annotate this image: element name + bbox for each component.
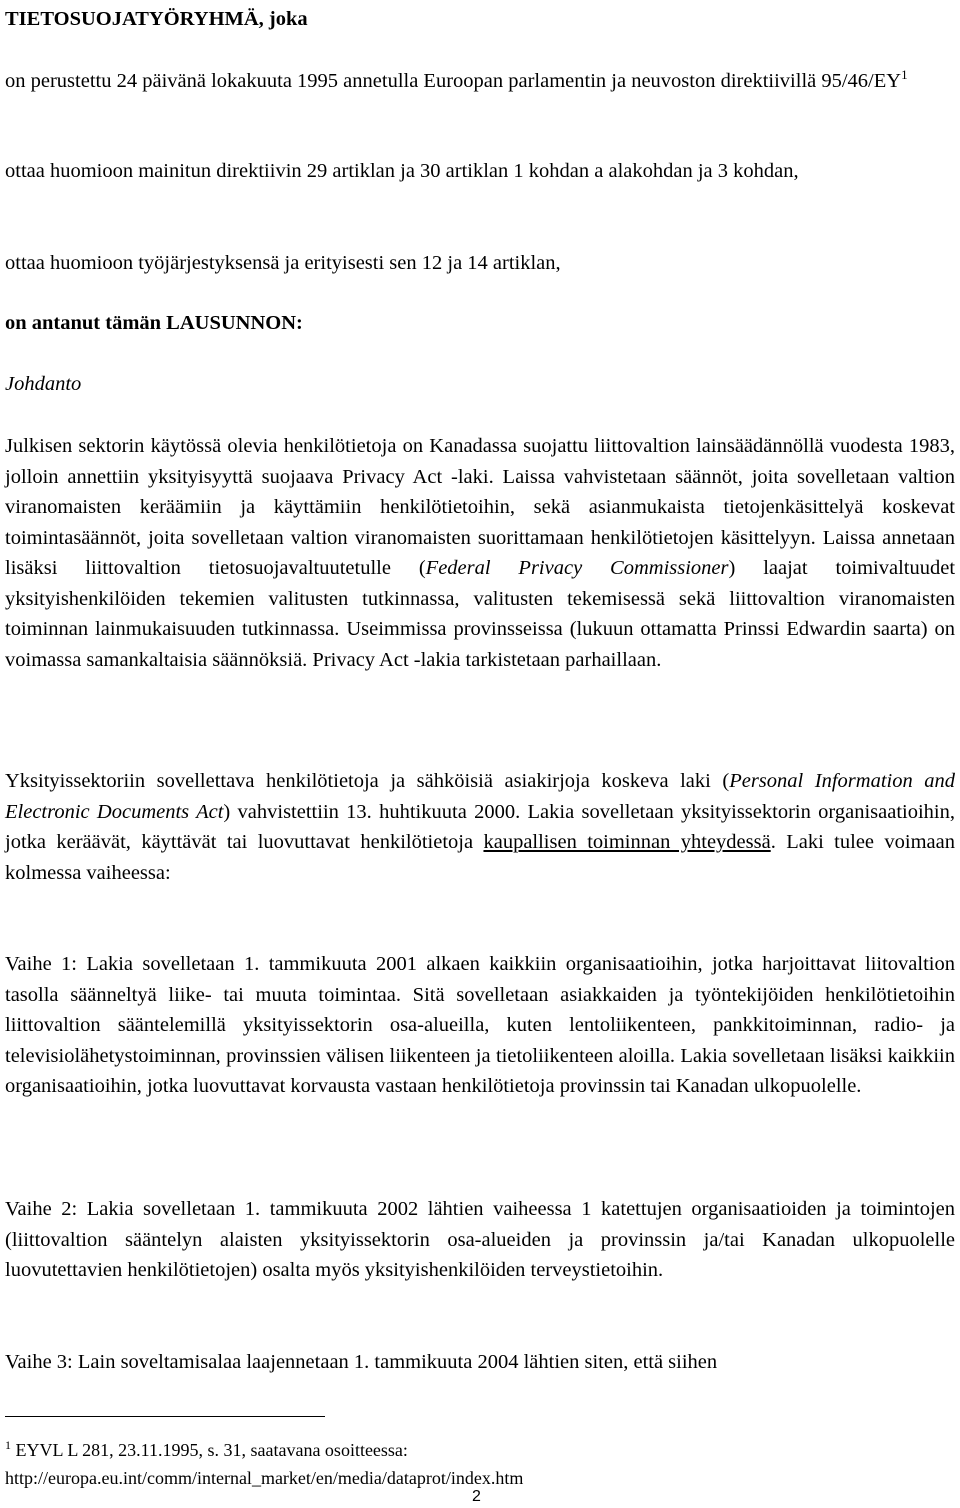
- paragraph-private-sector: [5, 766, 955, 888]
- paragraph-public-sector: [5, 431, 955, 675]
- footnote-text: [5, 1437, 408, 1463]
- section-title: Johdanto: [5, 373, 82, 395]
- recital-directive-text: on perustettu 24 päivänä lokakuuta 1995 annetulla Euroopan parlamentin ja neuvoston direktiivillä 95/46/EY: [5, 70, 902, 92]
- paragraph-private-sector-text-2: ) vahvistettiin 13. huhtikuuta 2000. Lakia sovelletaan yksityissektorin organisaatioihin, jotka keräävät, käyttävät tai luovuttavat henkilötietoja: [5, 800, 955, 853]
- paragraph-public-sector-text-1: Julkisen sektorin käytössä olevia henkilötietoja on Kanadassa suojattu liittovaltion lainsäädännöllä vuodesta 1983, jolloin annettiin yksityisyyttä suojaava Privacy Act -laki. Laissa vahvistetaan säännöt, joita sovelletaan valtion viranomaisten keräämiin ja käyttämiin henkilötietoihin, sekä asianmukaista tietojenkäsittelyä koskevat toimintasäännöt, joita sovelletaan valtion viranomaisten suorittamaan henkilötietojen käsittelyyn. Laissa annetaan lisäksi liittovaltion tietosuojavaltuutetulle (: [5, 435, 955, 579]
- footnote-divider: [5, 1416, 325, 1417]
- paragraph-private-sector-text-1: Yksityissektoriin sovellettava henkilötietoja ja sähköisiä asiakirjoja koskeva laki (: [5, 770, 730, 792]
- recital-articles: ottaa huomioon mainitun direktiivin 29 artiklan ja 30 artiklan 1 kohdan a alakohdan ja 3 kohdan,: [5, 160, 799, 182]
- underlined-commercial-activity: kaupallisen toiminnan yhteydessä: [483, 831, 771, 853]
- paragraph-public-sector-text-2: ) laajat toimivaltuudet yksityishenkilöiden tekemien valitusten tutkinnassa, valitusten tekemisessä sekä liittovaltion viranomaisten toiminnan lainmukaisuuden tutkinnassa. Useimmissa provinsseissa (lukuun ottamatta Prinssi Edwardin saarta) on voimassa samankaltaisia säännöksiä. Privacy Act -lakia tarkistetaan parhaillaan.: [5, 557, 956, 671]
- recital-rules: ottaa huomioon työjärjestyksensä ja erityisesti sen 12 ja 14 artiklan,: [5, 252, 561, 274]
- document-heading: TIETOSUOJATYÖRYHMÄ, joka: [5, 8, 308, 30]
- phase-3-paragraph: Vaihe 3: Lain soveltamisalaa laajennetaan 1. tammikuuta 2004 lähtien siten, että siihen: [5, 1351, 718, 1373]
- footnote-marker: 1: [5, 1438, 11, 1452]
- recital-directive: [5, 66, 955, 97]
- commissioner-title: Federal Privacy Commissioner: [425, 557, 729, 579]
- paragraph-private-sector-text-3: . Laki tulee voimaan kolmessa vaiheessa:: [5, 831, 955, 884]
- footnote-ref: 1: [901, 67, 908, 82]
- footnote-url[interactable]: http://europa.eu.int/comm/internal_market/en/media/dataprot/index.htm: [5, 1468, 524, 1488]
- page-number: 2: [472, 1488, 481, 1505]
- pipeda-act-title: Personal Information and Electronic Documents Act: [5, 770, 955, 823]
- footnote-citation: EYVL L 281, 23.11.1995, s. 31, saatavana osoitteessa:: [15, 1440, 408, 1460]
- adoption-statement: on antanut tämän LAUSUNNON:: [5, 312, 303, 334]
- phase-2-paragraph: Vaihe 2: Lakia sovelletaan 1. tammikuuta 2002 lähtien vaiheessa 1 katettujen organisaatioiden ja toimintojen (liittovaltion sääntelyn alaisten yksityissektorin osa-alueiden ja provinssin ja/tai Kanadan ulkopuolelle luovutettavien henkilötietojen) osalta myös yksityishenkilöiden terveystietoihin.: [5, 1198, 955, 1281]
- phase-1-paragraph: Vaihe 1: Lakia sovelletaan 1. tammikuuta 2001 alkaen kaikkiin organisaatioihin, jotka harjoittavat liitovaltion tasolla säänneltyä liike- tai muuta toimintaa. Sitä sovelletaan asiakkaiden ja työntekijöiden henkilötietoihin liittovaltion sääntelemillä yksityissektorin osa-alueilla, kuten lentoliikenteen, pankkitoiminnan, radio- ja televisiolähetystoiminnan, provinssien välisen liikenteen ja tietoliikenteen aloilla. Lakia sovelletaan lisäksi kaikkiin organisaatioihin, jotka luovuttavat korvausta vastaan henkilötietoja provinssin tai Kanadan ulkopuolelle.: [5, 953, 955, 1097]
